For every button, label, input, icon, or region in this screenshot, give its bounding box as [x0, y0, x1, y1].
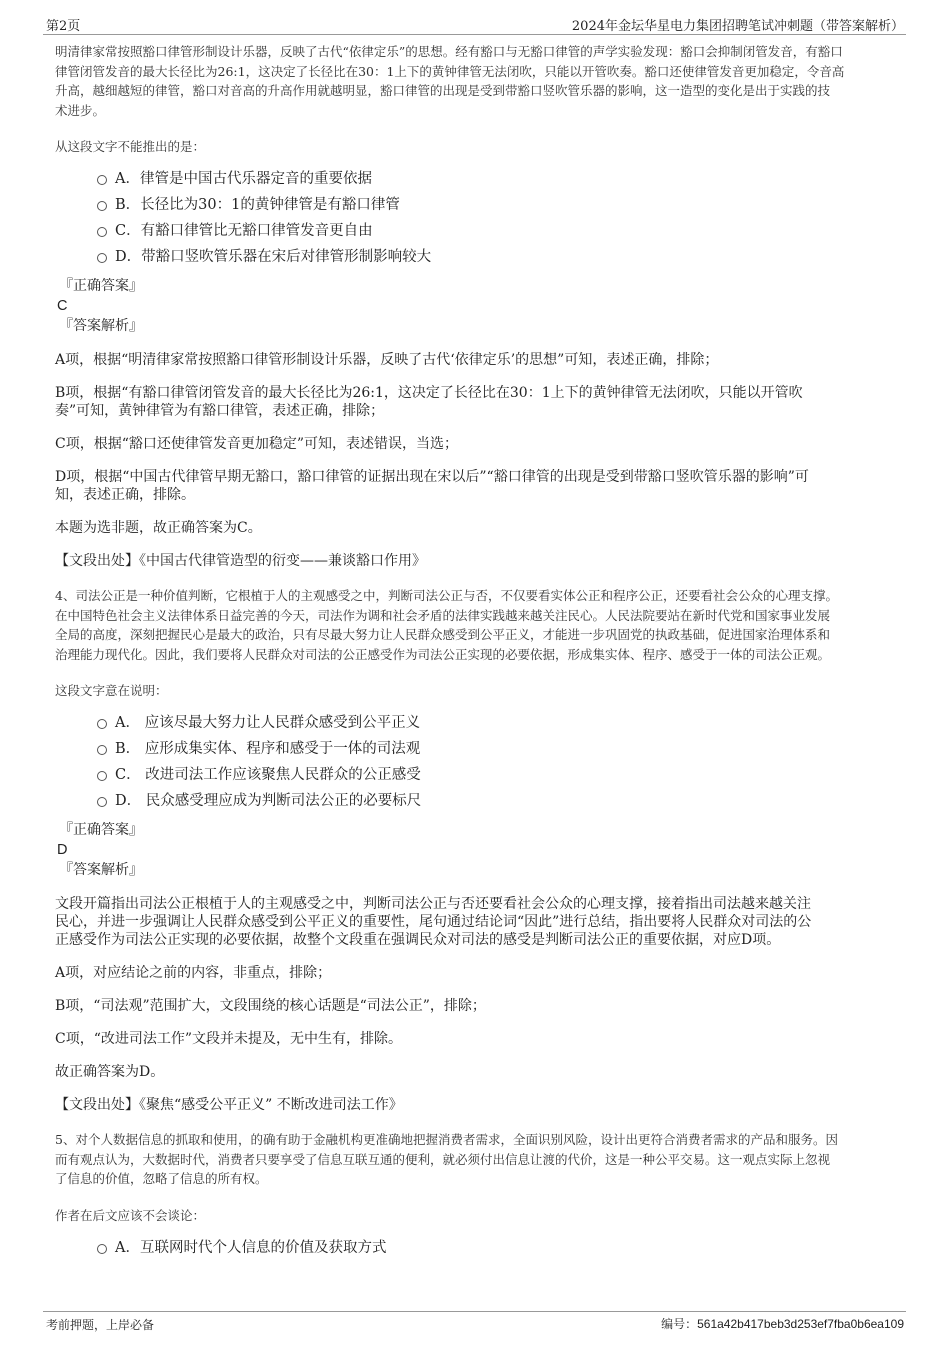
- radio-icon[interactable]: [97, 771, 107, 781]
- q4-options: [55, 710, 900, 814]
- document-title: 2024年金坛华星电力集团招聘笔试冲刺题（带答案解析）: [571, 19, 904, 34]
- radio-icon[interactable]: [97, 1244, 107, 1254]
- q3-source: 【文段出处】《中国古代律管造型的衍变——兼谈豁口作用》: [55, 553, 426, 569]
- radio-icon[interactable]: [97, 227, 107, 237]
- q3-analysis-b: B项，根据“有豁口律管闭管发音的最大长径比为26:1，这决定了长径比在30：1上下的黄钟律管无法闭吹，只能以开管吹 奏”可知，黄钟律管为有豁口律管，表述正确，排除；: [55, 385, 803, 419]
- q3-option-c[interactable]: C．有豁口律管比无豁口律管发音更自由: [97, 218, 900, 244]
- q5-passage: 5、对个人数据信息的抓取和使用，的确有助于金融机构更准确地把握消费者需求，全面识别风险，设计出更符合消费者需求的产品和服务。因 而有观点认为，大数据时代，消费者只要享受了信息互联互通的便利，就必须付出信息让渡的代价，这是一种公平交易。这一观点实际上忽视 了信息的价值，忽略了信息的所有权。: [55, 1132, 838, 1186]
- q4-option-a[interactable]: A． 应该尽最大努力让人民群众感受到公平正义: [97, 710, 900, 736]
- q3-options: [55, 166, 900, 270]
- q3-answer-label: 『正确答案』: [59, 278, 143, 294]
- q3-question: 从这段文字不能推出的是：: [55, 139, 206, 154]
- page-content: [55, 42, 900, 1261]
- q4-conclusion: 故正确答案为D。: [55, 1064, 165, 1080]
- q4-passage: 4、司法公正是一种价值判断，它根植于人的主观感受之中，判断司法公正与否，不仅要看实体公正和程序公正，还要看社会公众的心理支撑。 在中国特色社会主义法律体系日益完善的今天，司法作为调和社会矛盾的法律实践越来越关注民心。人民法院要站在新时代党和国家事业发展 全局的高度，深刻把握民心是最大的政治，只有尽最大努力让人民群众感受到公平正义，才能进一步巩固党的执政基础，促进国家治理体系和 治理能力现代化。因此，我们要将人民群众对司法的公正感受作为司法公正实现的必要依据，形成集实体、程序、感受于一体的司法公正观。: [55, 588, 838, 662]
- footer-slogan: 考前押题，上岸必备: [46, 1318, 155, 1332]
- page-header: [43, 14, 906, 35]
- q3-conclusion: 本题为选非题，故正确答案为C。: [55, 520, 262, 536]
- radio-icon[interactable]: [97, 175, 107, 185]
- radio-icon[interactable]: [97, 201, 107, 211]
- q3-analysis-d: D项，根据“中国古代律管早期无豁口，豁口律管的证据出现在宋以后”“豁口律管的出现是受到带豁口竖吹管乐器的影响”可 知，表述正确，排除。: [55, 469, 809, 503]
- radio-icon[interactable]: [97, 719, 107, 729]
- q4-question: 这段文字意在说明：: [55, 683, 168, 698]
- q4-option-c[interactable]: C． 改进司法工作应该聚焦人民群众的公正感受: [97, 762, 900, 788]
- q4-analysis-a: A项，对应结论之前的内容，非重点，排除；: [55, 965, 332, 981]
- q4-answer-label: 『正确答案』: [59, 822, 143, 838]
- q4-answer: D: [57, 842, 68, 858]
- q4-analysis-c: C项，“改进司法工作”文段并未提及，无中生有，排除。: [55, 1031, 403, 1047]
- question-5: [55, 1130, 900, 1261]
- q3-analysis-label: 『答案解析』: [59, 318, 143, 334]
- document-code: 编号：561a42b417beb3d253ef7fba0b6ea109: [661, 1317, 904, 1331]
- q4-analysis-main: 文段开篇指出司法公正根植于人的主观感受之中，判断司法公正与否还要看社会公众的心理支撑，接着指出司法越来越关注 民心，并进一步强调让人民群众感受到公平正义的重要性，尾句通过结论词“因此”进行总结，指出要将人民群众对司法的公 正感受作为司法公正实现的必要依据，故整个文段重在强调民众对司法的感受是判断司法公正的重要依据，对应D项。: [55, 896, 812, 948]
- q4-option-b[interactable]: B． 应形成集实体、程序和感受于一体的司法观: [97, 736, 900, 762]
- q5-option-a[interactable]: A．互联网时代个人信息的价值及获取方式: [97, 1235, 900, 1261]
- page-number: 第2页: [46, 19, 81, 34]
- q4-analysis-label: 『答案解析』: [59, 862, 143, 878]
- question-4: [55, 586, 900, 1114]
- q3-passage: 明清律家常按照豁口律管形制设计乐器，反映了古代“依律定乐”的思想。经有豁口与无豁口律管的声学实验发现：豁口会抑制闭管发音，有豁口 律管闭管发音的最大长径比为26:1，这决定了长径比在30：1上下的黄钟律管无法闭吹，只能以开管吹奏。豁口还使律管发音更加稳定，令音高 升高，越细越短的律管，豁口对音高的升高作用就越明显，豁口律管的出现是受到带豁口竖吹管乐器的影响，这一造型的变化是出于实践的技 术进步。: [55, 44, 845, 118]
- q4-option-d[interactable]: D． 民众感受理应成为判断司法公正的必要标尺: [97, 788, 900, 814]
- q3-option-d[interactable]: D．带豁口竖吹管乐器在宋后对律管形制影响较大: [97, 244, 900, 270]
- radio-icon[interactable]: [97, 797, 107, 807]
- question-3: [55, 42, 900, 570]
- page-footer: [43, 1311, 906, 1336]
- q4-analysis-b: B项，“司法观”范围扩大，文段围绕的核心话题是“司法公正”，排除；: [55, 998, 486, 1014]
- q3-option-a[interactable]: A．律管是中国古代乐器定音的重要依据: [97, 166, 900, 192]
- q5-question: 作者在后文应该不会谈论：: [55, 1207, 206, 1223]
- q4-source: 【文段出处】《聚焦“感受公平正义” 不断改进司法工作》: [55, 1097, 403, 1113]
- q3-answer: C: [57, 298, 68, 314]
- q3-option-b[interactable]: B．长径比为30：1的黄钟律管是有豁口律管: [97, 192, 900, 218]
- q5-options: [55, 1235, 900, 1261]
- radio-icon[interactable]: [97, 253, 107, 263]
- q3-analysis-c: C项，根据“豁口还使律管发音更加稳定”可知，表述错误，当选；: [55, 436, 459, 452]
- q3-analysis-a: A项，根据“明清律家常按照豁口律管形制设计乐器，反映了古代‘依律定乐’的思想”可知，表述正确，排除；: [55, 352, 719, 368]
- radio-icon[interactable]: [97, 745, 107, 755]
